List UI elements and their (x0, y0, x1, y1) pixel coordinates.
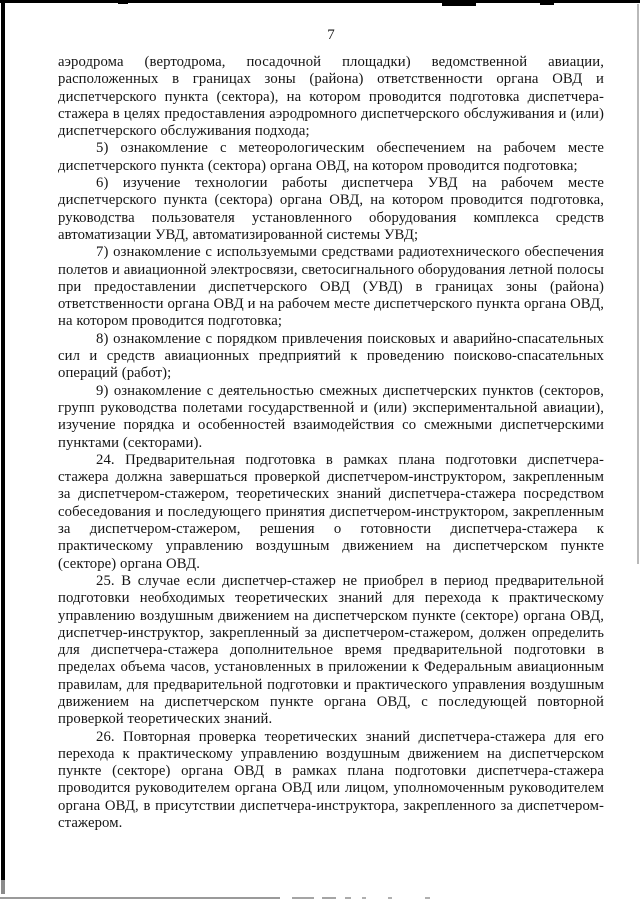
scan-edge-top-artifact (118, 0, 128, 4)
scan-edge-right (637, 4, 639, 564)
paragraph: 8) ознакомление с порядком привлечения поисковых и аварийно-спасательных сил и средств авиационных предприятий к проведению поисково-спасательных операций (работ); (58, 330, 604, 382)
scan-edge-bottom-artifact (292, 897, 314, 899)
paragraph: 5) ознакомление с метеорологическим обеспечением на рабочем месте диспетчерского пункта (сектора) органа ОВД, на котором проводится подготовка; (58, 140, 604, 174)
scan-edge-top-artifact (540, 0, 554, 5)
scan-edge-left-artifact (1, 880, 5, 894)
scan-edge-bottom-artifact (425, 897, 430, 899)
scan-edge-bottom (0, 897, 280, 899)
paragraph: 6) изучение технологии работы диспетчера УВД на рабочем месте диспетчерского пункта (сектора) органа ОВД, на котором проводится подготовка, руководства пользователя установленного оборудования комплекса средств автоматизации УВД, автоматизированной системы УВД; (58, 175, 604, 243)
paragraph: 24. Предварительная подготовка в рамках плана подготовки диспетчера-стажера должна завершаться проверкой диспетчером-инструктором, закрепленным за диспетчером-стажером, теоретических знаний диспетчера-стажера посредством собеседования и последующего принятия диспетчером-инструктором, закрепленным за диспетчером-стажером, решения о готовности диспетчера-стажера к практическому управлению воздушным движением на диспетчерском пункте (секторе) органа ОВД. (58, 451, 604, 572)
scan-edge-left (1, 0, 5, 880)
scan-edge-bottom-artifact (362, 897, 366, 899)
paragraph: аэродрома (вертодрома, посадочной площадки) ведомственной авиации, расположенных в границах зоны (района) ответственности органа ОВД и диспетчерского пункта (сектора), на котором проводится подготовка диспетчера-стажера в целях предоставления аэродромного диспетчерского обслуживания и (или) диспетчерского обслуживания подхода; (58, 54, 604, 140)
paragraph: 26. Повторная проверка теоретических знаний диспетчера-стажера для его перехода к практическому управлению воздушным движением на диспетчерском пункте (секторе) органа ОВД в рамках плана подготовки диспетчера-стажера проводится руководителем органа ОВД или лицом, уполномоченным руководителем органа ОВД, в присутствии диспетчера-инструктора, закрепленного за диспетчером-стажером. (58, 728, 604, 832)
scan-edge-bottom-artifact (322, 897, 336, 899)
scan-edge-top-artifact (442, 0, 476, 6)
paragraph: 25. В случае если диспетчер-стажер не приобрел в период предварительной подготовки необходимых теоретических знаний для перехода к практическому управлению воздушным движением на диспетчерском пункте (секторе) органа ОВД, диспетчер-инструктор, закрепленный за диспетчером-стажером, должен определить для диспетчера-стажера дополнительное время предварительной подготовки в пределах объема часов, установленных в приложении к Федеральным авиационным правилам, для предварительной подготовки и практического управления воздушным движением на диспетчерском пункте органа ОВД, с последующей повторной проверкой теоретических знаний. (58, 572, 604, 728)
scan-edge-bottom-artifact (345, 897, 351, 899)
scan-edge-bottom-artifact (388, 897, 392, 899)
paragraph: 7) ознакомление с используемыми средствами радиотехнического обеспечения полетов и авиационной электросвязи, светосигнального оборудования летной полосы при предоставлении диспетчерского ОВД (УВД) в границах зоны (района) ответственности органа ОВД и на рабочем месте диспетчерского пункта органа ОВД, на котором проводится подготовка; (58, 244, 604, 330)
page-number: 7 (327, 27, 335, 43)
paragraph: 9) ознакомление с деятельностью смежных диспетчерских пунктов (секторов, групп руководства полетами государственной и (или) экспериментальной авиации), изучение порядка и особенностей взаимодействия со смежными диспетчерскими пунктами (секторами). (58, 382, 604, 451)
text-block (58, 54, 604, 832)
